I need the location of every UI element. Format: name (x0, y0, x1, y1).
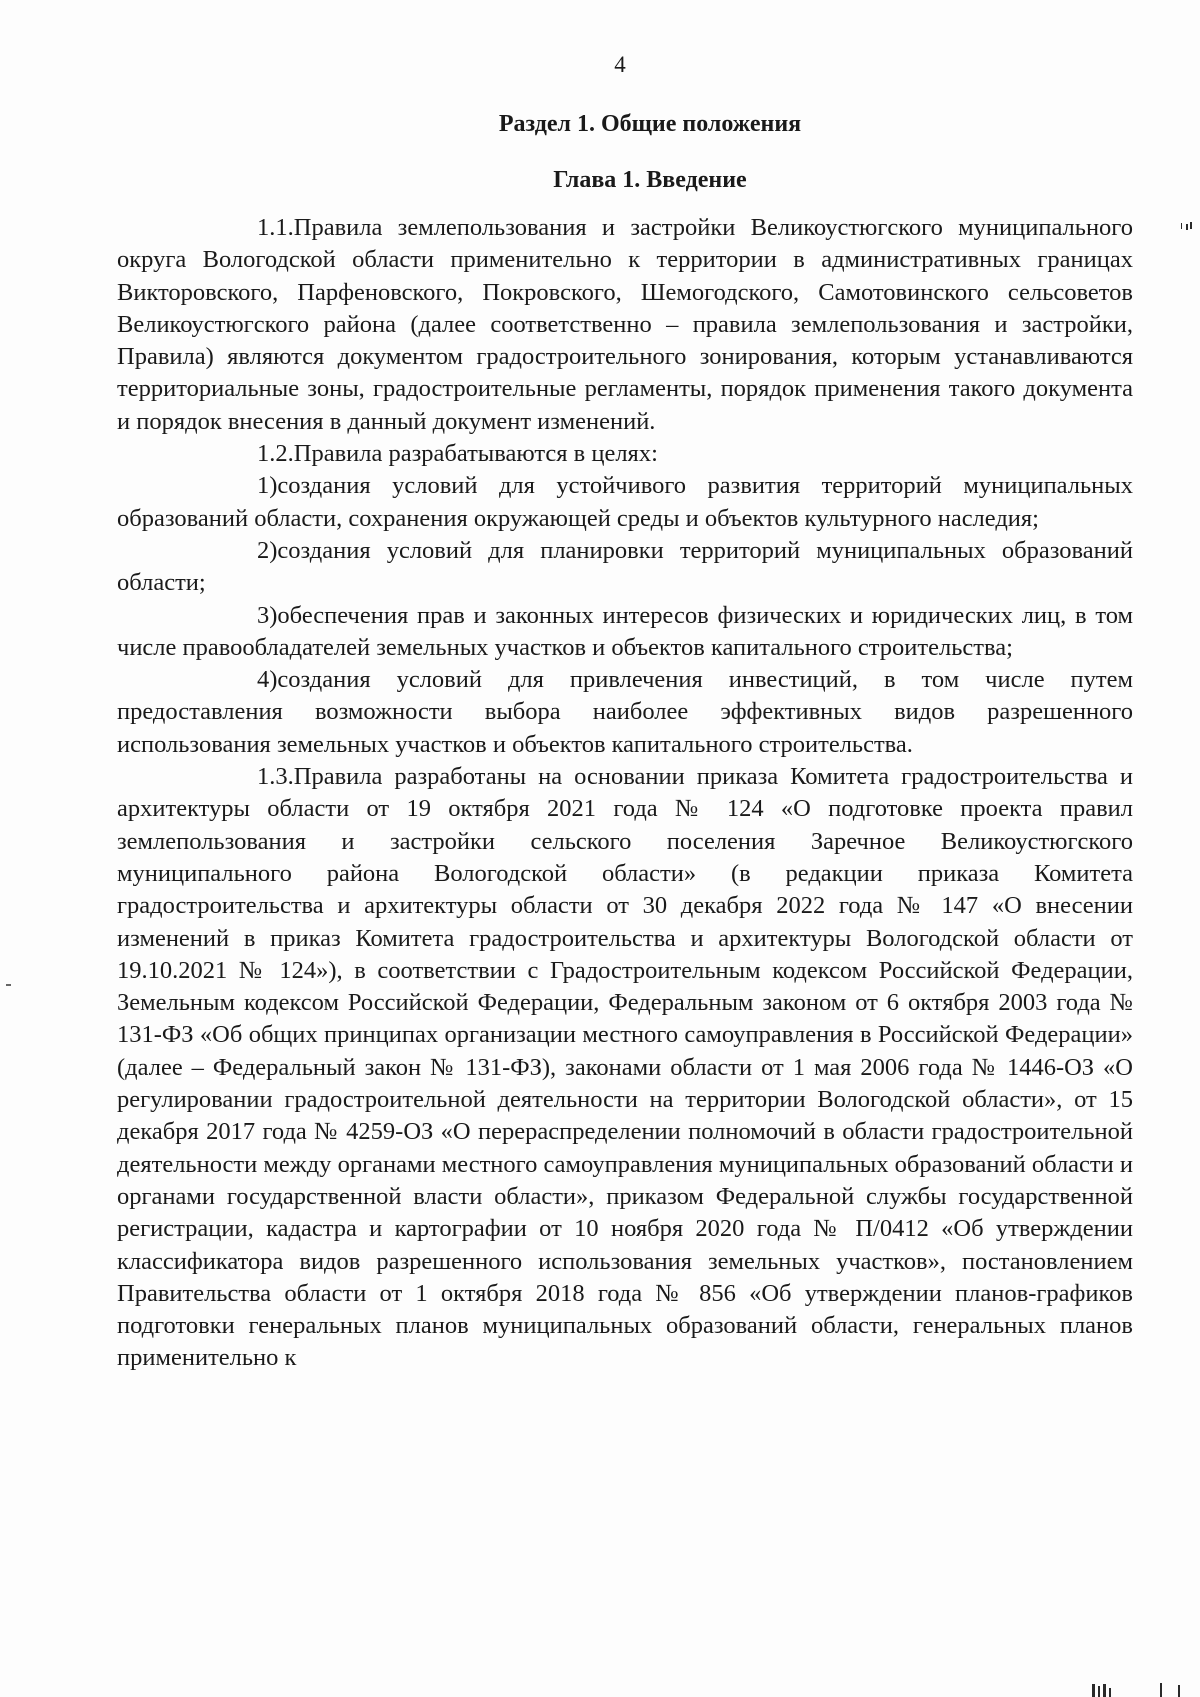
list-item-text: создания условий для привлечения инвестиций, в том числе путем предоставления возможности выбора наиболее эффективных видов разрешенного использования земельных участков и объектов капитального строительства. (117, 666, 1133, 758)
paragraph-1-1 (117, 212, 1133, 438)
document-body (117, 212, 1133, 1375)
list-item-text: обеспечения прав и законных интересов физических и юридических лиц, в том числе правообладателей земельных участков и объектов капитального строительства; (117, 601, 1133, 661)
list-item-text: создания условий для устойчивого развития территорий муниципальных образований области, сохранения окружающей среды и объектов культурного наследия; (117, 472, 1133, 532)
paragraph-text: Правила разрабатываются в целях: (293, 440, 658, 468)
paragraph-number: 1.1. (257, 214, 294, 241)
list-item-text: создания условий для планировки территорий муниципальных образований области; (117, 536, 1133, 597)
page-number: 4 (614, 52, 626, 77)
paragraph-number: 1.2. (257, 440, 294, 468)
list-item-number: 1) (257, 472, 278, 500)
list-item-number: 3) (257, 601, 278, 629)
paragraph-text: Правила землепользования и застройки Великоустюгского муниципального округа Вологодской области применительно к территории в административных границах Викторовского, Парфеновского, Покровского, Шемогодского, Самотовинского сельсоветов Великоустюгского района (далее соответственно – правила землепользования и застройки, Правила) являются документом градостроительного зонирования, которым устанавливаются территориальные зоны, градостроительные регламенты, порядок применения такого документа и порядок внесения в данный документ изменений. (117, 214, 1133, 435)
chapter-title: Глава 1. Введение (553, 167, 747, 193)
paragraph-number: 1.3. (257, 763, 294, 791)
list-item-number: 4) (257, 666, 278, 694)
paragraph-1-2 (117, 438, 1133, 470)
list-item-4 (117, 664, 1133, 761)
list-item-3 (117, 600, 1133, 665)
paragraph-text: Правила разработаны на основании приказа Комитета градостроительства и архитектуры области от 19 октября 2021 года № 124 «О подготовке проекта правил землепользования и застройки сельского поселения Заречное Великоустюгского муниципального района Вологодской области» (в редакции приказа Комитета градостроительства и архитектуры области от 30 декабря 2022 года № 147 «О внесении изменений в приказ Комитета градостроительства и архитектуры Вологодской области от 19.10.2021 № 124»), в соответствии с Градостроительным кодексом Российской Федерации, Земельным кодексом Российской Федерации, Федеральным законом от 6 октября 2003 года № 131-ФЗ «Об общих принципах организации местного самоуправления в Российской Федерации» (далее – Федеральный закон № 131-ФЗ), законами области от 1 мая 2006 года № 1446-ОЗ «О регулировании градостроительной деятельности на территории Вологодской области», от 15 декабря 2017 года № 4259-ОЗ «О перераспределении полномочий в области градостроительной деятельности между органами местного самоуправления муниципальных образований области и органами государственной власти области», приказом Федеральной службы государственной регистрации, кадастра и картографии от 10 ноября 2020 года № П/0412 «Об утверждении классификатора видов разрешенного использования земельных участков», постановлением Правительства области от 1 октября 2018 года № 856 «Об утверждении планов-графиков подготовки генеральных планов муниципальных образований области, генеральных планов применительно к (117, 763, 1133, 1372)
scan-speck (6, 984, 11, 986)
list-item-2 (117, 535, 1133, 600)
section-title: Раздел 1. Общие положения (498, 111, 802, 137)
paragraph-1-3 (117, 761, 1133, 1375)
list-item-1 (117, 470, 1133, 535)
list-item-number: 2) (257, 536, 278, 564)
